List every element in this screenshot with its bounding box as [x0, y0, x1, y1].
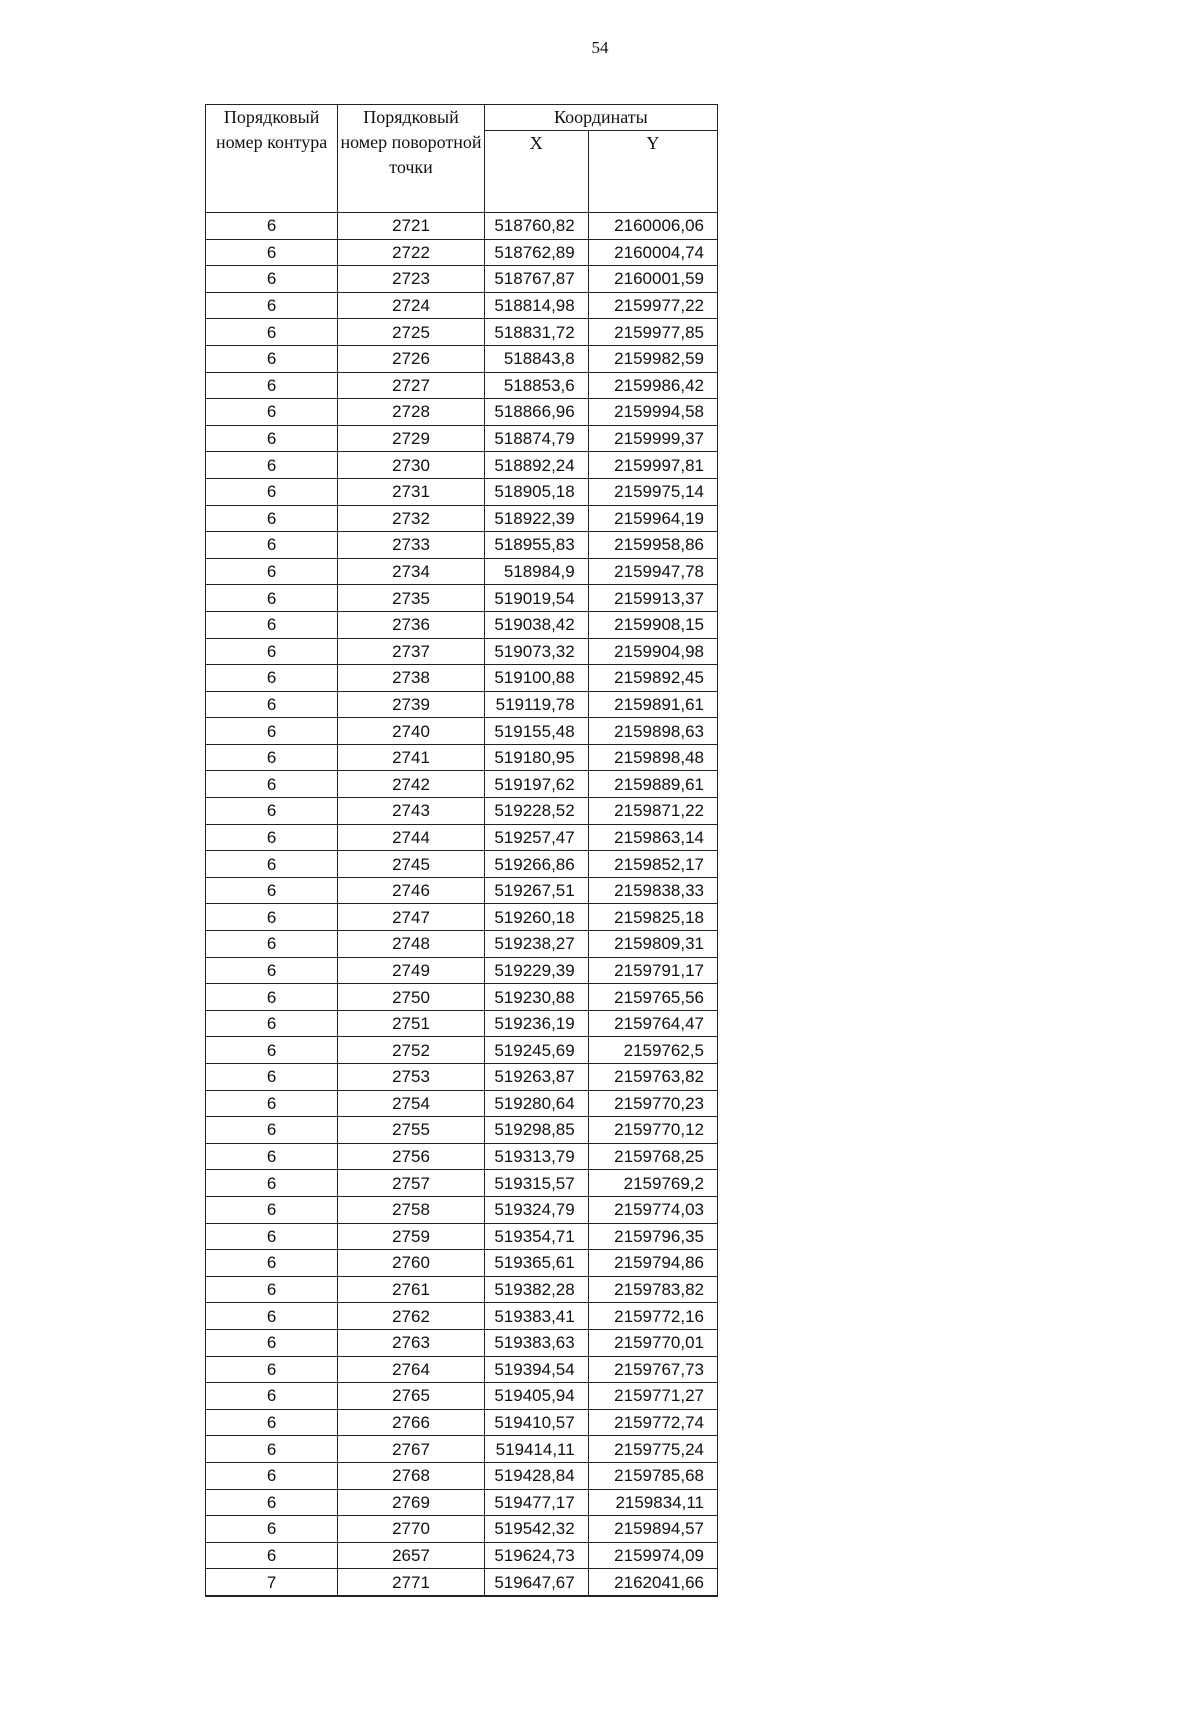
x-coordinate-cell: 519100,88 — [484, 665, 588, 692]
point-number-cell: 2749 — [338, 957, 484, 984]
point-number-cell: 2736 — [338, 611, 484, 638]
x-coordinate-cell: 519410,57 — [484, 1409, 588, 1436]
header-point-number: Порядковый номер поворотной точки — [338, 105, 484, 213]
x-coordinate-cell: 518762,89 — [484, 239, 588, 266]
table-row — [206, 1250, 718, 1277]
y-coordinate-cell: 2159898,63 — [588, 718, 717, 745]
header-contour-number: Порядковый номер контура — [206, 105, 338, 213]
x-coordinate-cell: 519405,94 — [484, 1383, 588, 1410]
y-coordinate-cell: 2159889,61 — [588, 771, 717, 798]
contour-number-cell: 6 — [206, 319, 338, 346]
table-row — [206, 1383, 718, 1410]
contour-number-cell: 6 — [206, 1542, 338, 1569]
table-row — [206, 877, 718, 904]
point-number-cell: 2726 — [338, 345, 484, 372]
point-number-cell: 2769 — [338, 1489, 484, 1516]
table-row — [206, 239, 718, 266]
contour-number-cell: 6 — [206, 345, 338, 372]
table-row — [206, 292, 718, 319]
x-coordinate-cell: 519647,67 — [484, 1569, 588, 1596]
point-number-cell: 2747 — [338, 904, 484, 931]
contour-number-cell: 6 — [206, 798, 338, 825]
coordinates-table — [205, 104, 718, 1597]
x-coordinate-cell: 519228,52 — [484, 798, 588, 825]
point-number-cell: 2758 — [338, 1196, 484, 1223]
x-coordinate-cell: 518814,98 — [484, 292, 588, 319]
x-coordinate-cell: 519229,39 — [484, 957, 588, 984]
y-coordinate-cell: 2159767,73 — [588, 1356, 717, 1383]
point-number-cell: 2746 — [338, 877, 484, 904]
y-coordinate-cell: 2160004,74 — [588, 239, 717, 266]
y-coordinate-cell: 2159891,61 — [588, 691, 717, 718]
y-coordinate-cell: 2160006,06 — [588, 213, 717, 240]
table-row — [206, 532, 718, 559]
contour-number-cell: 6 — [206, 239, 338, 266]
table-row — [206, 1356, 718, 1383]
contour-number-cell: 6 — [206, 1383, 338, 1410]
point-number-cell: 2751 — [338, 1010, 484, 1037]
x-coordinate-cell: 519365,61 — [484, 1250, 588, 1277]
x-coordinate-cell: 519542,32 — [484, 1516, 588, 1543]
point-number-cell: 2738 — [338, 665, 484, 692]
table-row — [206, 984, 718, 1011]
contour-number-cell: 6 — [206, 1196, 338, 1223]
y-coordinate-cell: 2159834,11 — [588, 1489, 717, 1516]
point-number-cell: 2750 — [338, 984, 484, 1011]
point-number-cell: 2732 — [338, 505, 484, 532]
table-row — [206, 638, 718, 665]
contour-number-cell: 6 — [206, 665, 338, 692]
x-coordinate-cell: 519298,85 — [484, 1117, 588, 1144]
x-coordinate-cell: 519038,42 — [484, 611, 588, 638]
y-coordinate-cell: 2159770,23 — [588, 1090, 717, 1117]
point-number-cell: 2762 — [338, 1303, 484, 1330]
x-coordinate-cell: 519119,78 — [484, 691, 588, 718]
point-number-cell: 2725 — [338, 319, 484, 346]
point-number-cell: 2730 — [338, 452, 484, 479]
point-number-cell: 2743 — [338, 798, 484, 825]
point-number-cell: 2755 — [338, 1117, 484, 1144]
point-number-cell: 2766 — [338, 1409, 484, 1436]
y-coordinate-cell: 2159770,12 — [588, 1117, 717, 1144]
x-coordinate-cell: 519155,48 — [484, 718, 588, 745]
table-row — [206, 558, 718, 585]
x-coordinate-cell: 519267,51 — [484, 877, 588, 904]
contour-number-cell: 6 — [206, 425, 338, 452]
table-row — [206, 931, 718, 958]
table-row — [206, 1143, 718, 1170]
point-number-cell: 2739 — [338, 691, 484, 718]
x-coordinate-cell: 519180,95 — [484, 744, 588, 771]
contour-number-cell: 6 — [206, 532, 338, 559]
table-row — [206, 1436, 718, 1463]
x-coordinate-cell: 518760,82 — [484, 213, 588, 240]
point-number-cell: 2721 — [338, 213, 484, 240]
y-coordinate-cell: 2159764,47 — [588, 1010, 717, 1037]
contour-number-cell: 6 — [206, 638, 338, 665]
point-number-cell: 2728 — [338, 399, 484, 426]
y-coordinate-cell: 2160001,59 — [588, 266, 717, 293]
x-coordinate-cell: 519263,87 — [484, 1064, 588, 1091]
y-coordinate-cell: 2159772,16 — [588, 1303, 717, 1330]
contour-number-cell: 6 — [206, 372, 338, 399]
table-row — [206, 904, 718, 931]
table-row — [206, 1064, 718, 1091]
x-coordinate-cell: 519019,54 — [484, 585, 588, 612]
point-number-cell: 2761 — [338, 1276, 484, 1303]
y-coordinate-cell: 2159825,18 — [588, 904, 717, 931]
y-coordinate-cell: 2159975,14 — [588, 478, 717, 505]
x-coordinate-cell: 519428,84 — [484, 1462, 588, 1489]
point-number-cell: 2763 — [338, 1329, 484, 1356]
contour-number-cell: 6 — [206, 1223, 338, 1250]
point-number-cell: 2740 — [338, 718, 484, 745]
table-row — [206, 478, 718, 505]
page-number: 54 — [591, 38, 609, 57]
point-number-cell: 2759 — [338, 1223, 484, 1250]
x-coordinate-cell: 519245,69 — [484, 1037, 588, 1064]
table-row — [206, 505, 718, 532]
x-coordinate-cell: 519477,17 — [484, 1489, 588, 1516]
contour-number-cell: 6 — [206, 478, 338, 505]
table-body — [206, 213, 718, 1596]
table-row — [206, 1276, 718, 1303]
y-coordinate-cell: 2159775,24 — [588, 1436, 717, 1463]
table-row — [206, 1516, 718, 1543]
y-coordinate-cell: 2159898,48 — [588, 744, 717, 771]
y-coordinate-cell: 2159765,56 — [588, 984, 717, 1011]
contour-number-cell: 6 — [206, 1250, 338, 1277]
y-coordinate-cell: 2159913,37 — [588, 585, 717, 612]
contour-number-cell: 6 — [206, 1436, 338, 1463]
header-x: X — [484, 131, 588, 213]
y-coordinate-cell: 2159894,57 — [588, 1516, 717, 1543]
table-row — [206, 957, 718, 984]
x-coordinate-cell: 519315,57 — [484, 1170, 588, 1197]
x-coordinate-cell: 518892,24 — [484, 452, 588, 479]
table-row — [206, 851, 718, 878]
contour-number-cell: 6 — [206, 744, 338, 771]
y-coordinate-cell: 2159774,03 — [588, 1196, 717, 1223]
y-coordinate-cell: 2159838,33 — [588, 877, 717, 904]
table-row — [206, 319, 718, 346]
header-y: Y — [588, 131, 717, 213]
point-number-cell: 2771 — [338, 1569, 484, 1596]
contour-number-cell: 6 — [206, 1064, 338, 1091]
contour-number-cell: 6 — [206, 984, 338, 1011]
y-coordinate-cell: 2159791,17 — [588, 957, 717, 984]
table-row — [206, 665, 718, 692]
contour-number-cell: 6 — [206, 1117, 338, 1144]
y-coordinate-cell: 2159947,78 — [588, 558, 717, 585]
y-coordinate-cell: 2159958,86 — [588, 532, 717, 559]
table-row — [206, 213, 718, 240]
table-row — [206, 611, 718, 638]
table-row — [206, 1569, 718, 1596]
contour-number-cell: 6 — [206, 505, 338, 532]
table-row — [206, 744, 718, 771]
contour-number-cell: 6 — [206, 266, 338, 293]
point-number-cell: 2744 — [338, 824, 484, 851]
point-number-cell: 2765 — [338, 1383, 484, 1410]
x-coordinate-cell: 519236,19 — [484, 1010, 588, 1037]
table-row — [206, 1329, 718, 1356]
y-coordinate-cell: 2159871,22 — [588, 798, 717, 825]
y-coordinate-cell: 2159997,81 — [588, 452, 717, 479]
table-row — [206, 266, 718, 293]
y-coordinate-cell: 2159770,01 — [588, 1329, 717, 1356]
contour-number-cell: 6 — [206, 1010, 338, 1037]
table-row — [206, 1409, 718, 1436]
table-row — [206, 1170, 718, 1197]
point-number-cell: 2742 — [338, 771, 484, 798]
contour-number-cell: 6 — [206, 1143, 338, 1170]
y-coordinate-cell: 2159762,5 — [588, 1037, 717, 1064]
x-coordinate-cell: 519324,79 — [484, 1196, 588, 1223]
contour-number-cell: 6 — [206, 718, 338, 745]
contour-number-cell: 6 — [206, 1489, 338, 1516]
contour-number-cell: 6 — [206, 399, 338, 426]
table-row — [206, 1196, 718, 1223]
table-row — [206, 1542, 718, 1569]
y-coordinate-cell: 2159964,19 — [588, 505, 717, 532]
x-coordinate-cell: 519280,64 — [484, 1090, 588, 1117]
contour-number-cell: 6 — [206, 1037, 338, 1064]
point-number-cell: 2753 — [338, 1064, 484, 1091]
y-coordinate-cell: 2159977,85 — [588, 319, 717, 346]
x-coordinate-cell: 518866,96 — [484, 399, 588, 426]
y-coordinate-cell: 2159809,31 — [588, 931, 717, 958]
point-number-cell: 2745 — [338, 851, 484, 878]
contour-number-cell: 6 — [206, 824, 338, 851]
y-coordinate-cell: 2159771,27 — [588, 1383, 717, 1410]
y-coordinate-cell: 2159999,37 — [588, 425, 717, 452]
table-row — [206, 824, 718, 851]
contour-number-cell: 6 — [206, 851, 338, 878]
contour-number-cell: 6 — [206, 585, 338, 612]
point-number-cell: 2723 — [338, 266, 484, 293]
y-coordinate-cell: 2159892,45 — [588, 665, 717, 692]
contour-number-cell: 6 — [206, 904, 338, 931]
point-number-cell: 2756 — [338, 1143, 484, 1170]
x-coordinate-cell: 518955,83 — [484, 532, 588, 559]
point-number-cell: 2722 — [338, 239, 484, 266]
x-coordinate-cell: 519238,27 — [484, 931, 588, 958]
y-coordinate-cell: 2159769,2 — [588, 1170, 717, 1197]
table-row — [206, 1037, 718, 1064]
x-coordinate-cell: 519383,41 — [484, 1303, 588, 1330]
y-coordinate-cell: 2162041,66 — [588, 1569, 717, 1596]
point-number-cell: 2752 — [338, 1037, 484, 1064]
table-row — [206, 399, 718, 426]
point-number-cell: 2767 — [338, 1436, 484, 1463]
y-coordinate-cell: 2159772,74 — [588, 1409, 717, 1436]
table-row — [206, 372, 718, 399]
point-number-cell: 2729 — [338, 425, 484, 452]
y-coordinate-cell: 2159863,14 — [588, 824, 717, 851]
y-coordinate-cell: 2159986,42 — [588, 372, 717, 399]
y-coordinate-cell: 2159785,68 — [588, 1462, 717, 1489]
point-number-cell: 2735 — [338, 585, 484, 612]
table-row — [206, 1462, 718, 1489]
x-coordinate-cell: 519382,28 — [484, 1276, 588, 1303]
y-coordinate-cell: 2159794,86 — [588, 1250, 717, 1277]
point-number-cell: 2768 — [338, 1462, 484, 1489]
y-coordinate-cell: 2159852,17 — [588, 851, 717, 878]
x-coordinate-cell: 519313,79 — [484, 1143, 588, 1170]
table-row — [206, 1489, 718, 1516]
contour-number-cell: 6 — [206, 558, 338, 585]
y-coordinate-cell: 2159977,22 — [588, 292, 717, 319]
point-number-cell: 2724 — [338, 292, 484, 319]
table-row — [206, 1117, 718, 1144]
y-coordinate-cell: 2159994,58 — [588, 399, 717, 426]
x-coordinate-cell: 518831,72 — [484, 319, 588, 346]
x-coordinate-cell: 519260,18 — [484, 904, 588, 931]
point-number-cell: 2770 — [338, 1516, 484, 1543]
contour-number-cell: 6 — [206, 1303, 338, 1330]
x-coordinate-cell: 518853,6 — [484, 372, 588, 399]
point-number-cell: 2754 — [338, 1090, 484, 1117]
contour-number-cell: 6 — [206, 931, 338, 958]
point-number-cell: 2731 — [338, 478, 484, 505]
table-row — [206, 452, 718, 479]
point-number-cell: 2657 — [338, 1542, 484, 1569]
y-coordinate-cell: 2159982,59 — [588, 345, 717, 372]
point-number-cell: 2760 — [338, 1250, 484, 1277]
point-number-cell: 2748 — [338, 931, 484, 958]
y-coordinate-cell: 2159783,82 — [588, 1276, 717, 1303]
x-coordinate-cell: 518843,8 — [484, 345, 588, 372]
x-coordinate-cell: 519257,47 — [484, 824, 588, 851]
contour-number-cell: 6 — [206, 691, 338, 718]
contour-number-cell: 6 — [206, 1356, 338, 1383]
contour-number-cell: 6 — [206, 1329, 338, 1356]
contour-number-cell: 6 — [206, 611, 338, 638]
y-coordinate-cell: 2159763,82 — [588, 1064, 717, 1091]
table-row — [206, 585, 718, 612]
contour-number-cell: 6 — [206, 1516, 338, 1543]
x-coordinate-cell: 519414,11 — [484, 1436, 588, 1463]
contour-number-cell: 7 — [206, 1569, 338, 1596]
x-coordinate-cell: 518922,39 — [484, 505, 588, 532]
point-number-cell: 2757 — [338, 1170, 484, 1197]
table-row — [206, 798, 718, 825]
table-row — [206, 771, 718, 798]
y-coordinate-cell: 2159908,15 — [588, 611, 717, 638]
y-coordinate-cell: 2159904,98 — [588, 638, 717, 665]
y-coordinate-cell: 2159974,09 — [588, 1542, 717, 1569]
x-coordinate-cell: 518874,79 — [484, 425, 588, 452]
x-coordinate-cell: 518984,9 — [484, 558, 588, 585]
y-coordinate-cell: 2159796,35 — [588, 1223, 717, 1250]
table-header — [206, 105, 718, 213]
table-row — [206, 345, 718, 372]
x-coordinate-cell: 519073,32 — [484, 638, 588, 665]
contour-number-cell: 6 — [206, 771, 338, 798]
y-coordinate-cell: 2159768,25 — [588, 1143, 717, 1170]
point-number-cell: 2737 — [338, 638, 484, 665]
contour-number-cell: 6 — [206, 957, 338, 984]
contour-number-cell: 6 — [206, 1462, 338, 1489]
table-row — [206, 718, 718, 745]
contour-number-cell: 6 — [206, 1170, 338, 1197]
x-coordinate-cell: 518767,87 — [484, 266, 588, 293]
x-coordinate-cell: 518905,18 — [484, 478, 588, 505]
table-row — [206, 691, 718, 718]
table-row — [206, 1223, 718, 1250]
point-number-cell: 2734 — [338, 558, 484, 585]
header-coordinates: Координаты — [484, 105, 717, 131]
contour-number-cell: 6 — [206, 1409, 338, 1436]
x-coordinate-cell: 519394,54 — [484, 1356, 588, 1383]
x-coordinate-cell: 519354,71 — [484, 1223, 588, 1250]
table-row — [206, 425, 718, 452]
contour-number-cell: 6 — [206, 213, 338, 240]
contour-number-cell: 6 — [206, 452, 338, 479]
contour-number-cell: 6 — [206, 1276, 338, 1303]
point-number-cell: 2741 — [338, 744, 484, 771]
point-number-cell: 2727 — [338, 372, 484, 399]
table-row — [206, 1303, 718, 1330]
x-coordinate-cell: 519266,86 — [484, 851, 588, 878]
table-row — [206, 1090, 718, 1117]
x-coordinate-cell: 519197,62 — [484, 771, 588, 798]
contour-number-cell: 6 — [206, 877, 338, 904]
x-coordinate-cell: 519230,88 — [484, 984, 588, 1011]
contour-number-cell: 6 — [206, 292, 338, 319]
point-number-cell: 2764 — [338, 1356, 484, 1383]
x-coordinate-cell: 519383,63 — [484, 1329, 588, 1356]
table-row — [206, 1010, 718, 1037]
contour-number-cell: 6 — [206, 1090, 338, 1117]
x-coordinate-cell: 519624,73 — [484, 1542, 588, 1569]
point-number-cell: 2733 — [338, 532, 484, 559]
